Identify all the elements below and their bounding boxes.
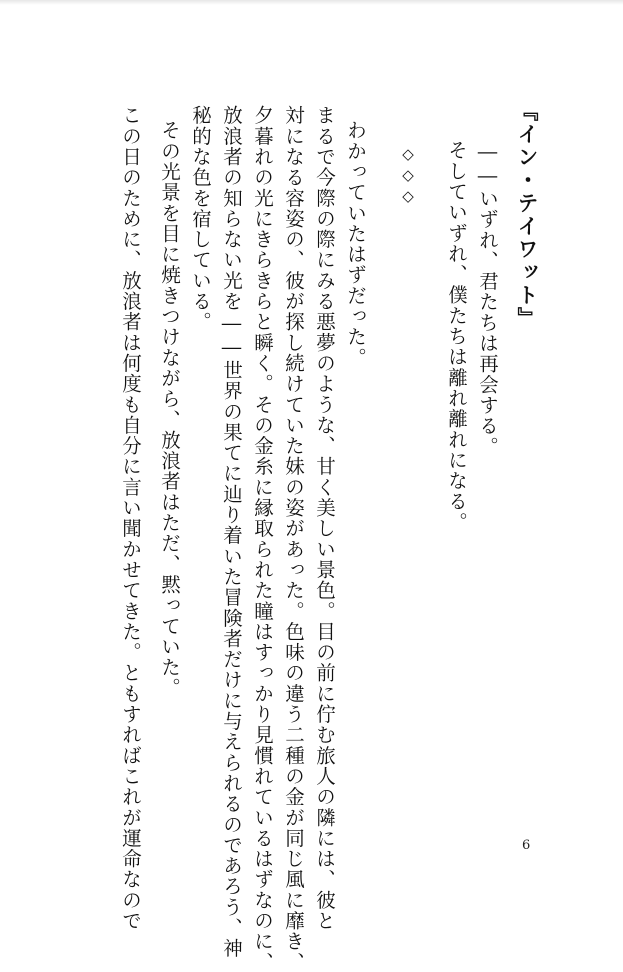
verse-line-1: ――いずれ、君たちは再会する。	[476, 140, 499, 457]
body-line-8: この日のために、放浪者は何度も自分に言い聞かせてきた。ともすればこれが運命なので	[119, 105, 142, 931]
body-line-2: まるで今際の際にみる悪夢のような、甘く美しい景色。目の前に佇む旅人の隣には、彼と	[313, 105, 336, 931]
body-line-4: 夕暮れの光にきらきらと瞬く。その金糸に縁取られた瞳はすっかり見慣れているはずなのに、	[251, 105, 274, 972]
chapter-title: 『イン・テイワット』	[515, 100, 539, 330]
top-edge-shadow	[0, 0, 623, 5]
body-line-3: 対になる容姿の、彼が探し続けていた妹の姿があった。色味の違う二種の金が同じ風に靡き、	[282, 105, 305, 972]
section-separator: ◇◇◇	[399, 145, 417, 208]
verse-line-2: そしていずれ、僕たちは離れ離れになる。	[445, 140, 468, 533]
page-number: 6	[522, 838, 531, 853]
body-line-5: 放浪者の知らない光を――世界の果てに辿り着いた冒険者だけに与えられるのであろう、神	[220, 105, 243, 959]
body-line-1: わかっていたはずだった。	[344, 120, 367, 368]
body-line-6: 秘的な色を宿している。	[189, 105, 212, 333]
body-line-7: その光景を目に焼きつけながら、放浪者はただ、黙っていた。	[158, 120, 181, 699]
